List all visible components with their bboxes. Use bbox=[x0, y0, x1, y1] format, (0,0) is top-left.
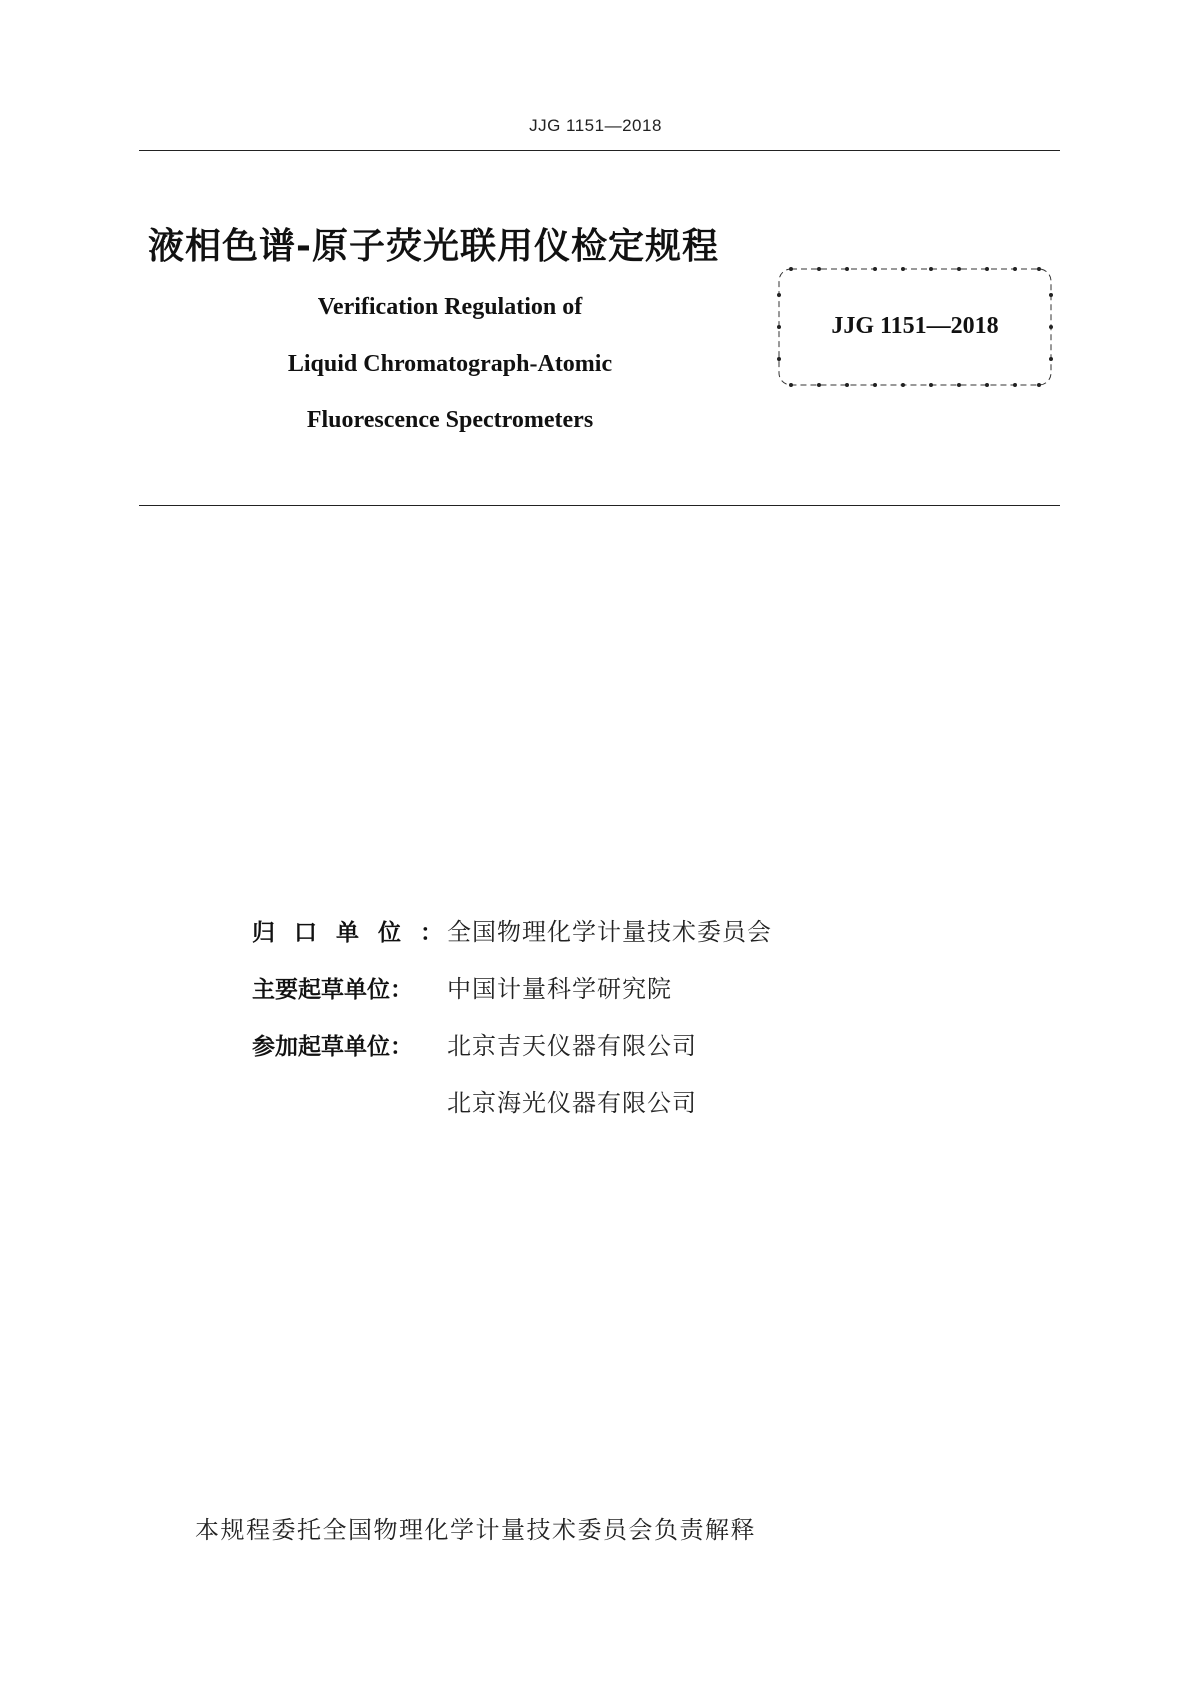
standard-code-box bbox=[775, 265, 1055, 389]
interpretation-note: 本规程委托全国物理化学计量技术委员会负责解释 bbox=[195, 1516, 756, 1544]
title-english-line-2: Liquid Chromatograph-Atomic bbox=[287, 351, 613, 377]
participating-drafter-value: 北京吉天仪器有限公司 bbox=[447, 1032, 697, 1060]
header-rule bbox=[139, 150, 1060, 151]
responsible-unit-row bbox=[252, 912, 772, 969]
responsible-unit-value: 全国物理化学计量技术委员会 bbox=[447, 918, 772, 946]
main-drafter-row bbox=[252, 969, 772, 1026]
participating-drafter-label: 参加起草单位： bbox=[252, 1034, 413, 1060]
participating-drafter-row-2 bbox=[252, 1083, 772, 1140]
drafting-units bbox=[252, 912, 772, 1140]
title-english-line-3: Fluorescence Spectrometers bbox=[306, 407, 594, 433]
main-drafter-label: 主要起草单位： bbox=[252, 977, 413, 1003]
title-rule bbox=[139, 505, 1060, 506]
main-drafter-value: 中国计量科学研究院 bbox=[447, 975, 672, 1003]
participating-drafter-value: 北京海光仪器有限公司 bbox=[447, 1089, 697, 1117]
title-english-line-1: Verification Regulation of bbox=[317, 294, 583, 320]
responsible-unit-label: 归口单位： bbox=[252, 920, 443, 946]
participating-drafter-row bbox=[252, 1026, 772, 1083]
title-chinese: 液相色谱-原子荧光联用仪检定规程 bbox=[148, 226, 719, 267]
running-header: JJG 1151—2018 bbox=[529, 116, 662, 135]
standard-code: JJG 1151—2018 bbox=[831, 313, 999, 339]
